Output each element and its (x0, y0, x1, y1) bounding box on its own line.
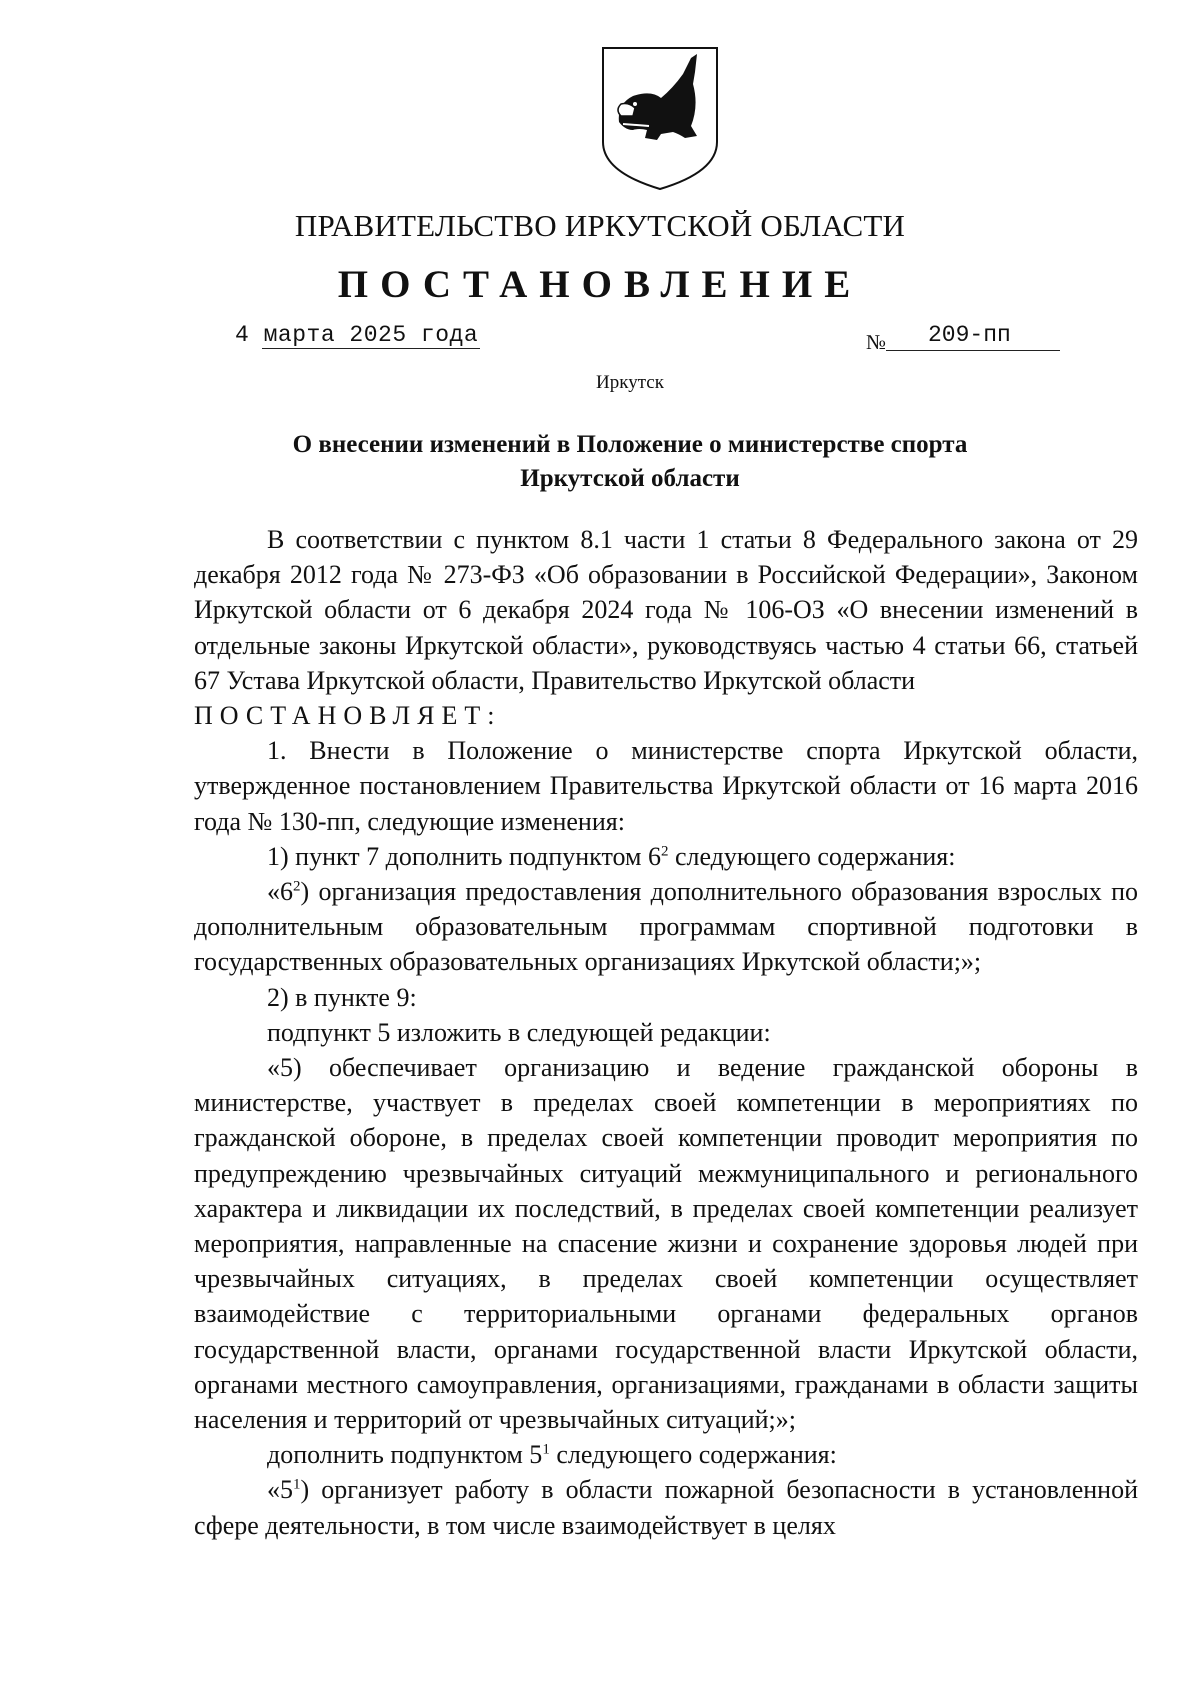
paragraph-8-text-b: ) организует работу в области пожарной безопасности в установленной сфере деятельности, в том числе взаимодействует в целях (194, 1475, 1138, 1540)
paragraph-7 (194, 1437, 1138, 1472)
number-sign: № (866, 330, 887, 354)
document-type: ПОСТАНОВЛЕНИЕ (337, 263, 863, 306)
government-title: ПРАВИТЕЛЬСТВО ИРКУТСКОЙ ОБЛАСТИ (294, 208, 906, 243)
document-heading (0, 428, 1200, 496)
paragraph-7-text-a: дополнить подпунктом 5 (267, 1440, 543, 1470)
paragraph-2-text-b: следующего содержания: (668, 841, 956, 871)
date-underline (262, 348, 480, 349)
paragraph-2 (194, 839, 1138, 874)
paragraph-7-text-b: следующего содержания: (549, 1440, 837, 1470)
paragraph-1: 1. Внести в Положение о министерстве спорта Иркутской области, утвержденное постановлением Правительства Иркутской области от 16 марта 2016 года № 130-пп, следующие изменения: (194, 736, 1138, 836)
paragraph-3 (194, 874, 1138, 980)
paragraph-3-text-a: «6 (267, 877, 293, 907)
paragraph-8 (194, 1472, 1138, 1542)
document-number: 209-пп (928, 322, 1011, 348)
paragraph-3-text-b: ) организация предоставления дополнительного образования взрослых по дополнительным образовательным программам спортивной подготовки в государственных образовательных организациях Иркутской области;»; (194, 877, 1138, 977)
paragraph-4: 2) в пункте 9: (267, 982, 417, 1012)
heading-line-1: О внесении изменений в Положение о министерстве спорта (292, 431, 968, 458)
document-body (194, 522, 1138, 1543)
paragraph-8-text-a: «5 (267, 1475, 293, 1505)
paragraph-6: «5) обеспечивает организацию и ведение гражданской обороны в министерстве, участвует в пределах своей компетенции в мероприятиях по гражданской обороне, в пределах своей компетенции проводит мероприятия по предупреждению чрезвычайных ситуаций межмуниципального и регионального характера и ликвидации их последствий, в пределах своей компетенции реализует мероприятия, направленные на спасение жизни и сохранение здоровья людей при чрезвычайных ситуациях, в пределах своей компетенции осуществляет взаимодействие с территориальными органами федеральных органов государственной власти, органами государственной власти Иркутской области, органами местного самоуправления, организациями, гражданами в области защиты населения и территорий от чрезвычайных ситуаций;»; (194, 1053, 1138, 1435)
number-underline (886, 350, 1060, 351)
coat-of-arms-icon (599, 44, 721, 192)
superscript: 1 (542, 1441, 550, 1458)
paragraph-5: подпункт 5 изложить в следующей редакции: (267, 1017, 771, 1047)
paragraph-2-text-a: 1) пункт 7 дополнить подпунктом 6 (267, 841, 661, 871)
superscript: 1 (293, 1476, 301, 1493)
superscript: 2 (293, 878, 301, 895)
decree-word: ПОСТАНОВЛЯЕТ: (194, 701, 502, 731)
preamble-paragraph: В соответствии с пунктом 8.1 части 1 статьи 8 Федерального закона от 29 декабря 2012 года № 273-ФЗ «Об образовании в Российской Федерации», Законом Иркутской области от 6 декабря 2024 года № 106-ОЗ «О внесении изменений в отдельные законы Иркутской области», руководствуясь частью 4 статьи 66, статьей 67 Устава Иркутской области, Правительство Иркутской области (194, 525, 1138, 695)
heading-line-2: Иркутской области (520, 465, 740, 492)
document-date: 4 марта 2025 года (235, 322, 479, 348)
city-name: Иркутск (596, 372, 664, 393)
superscript: 2 (660, 843, 669, 860)
